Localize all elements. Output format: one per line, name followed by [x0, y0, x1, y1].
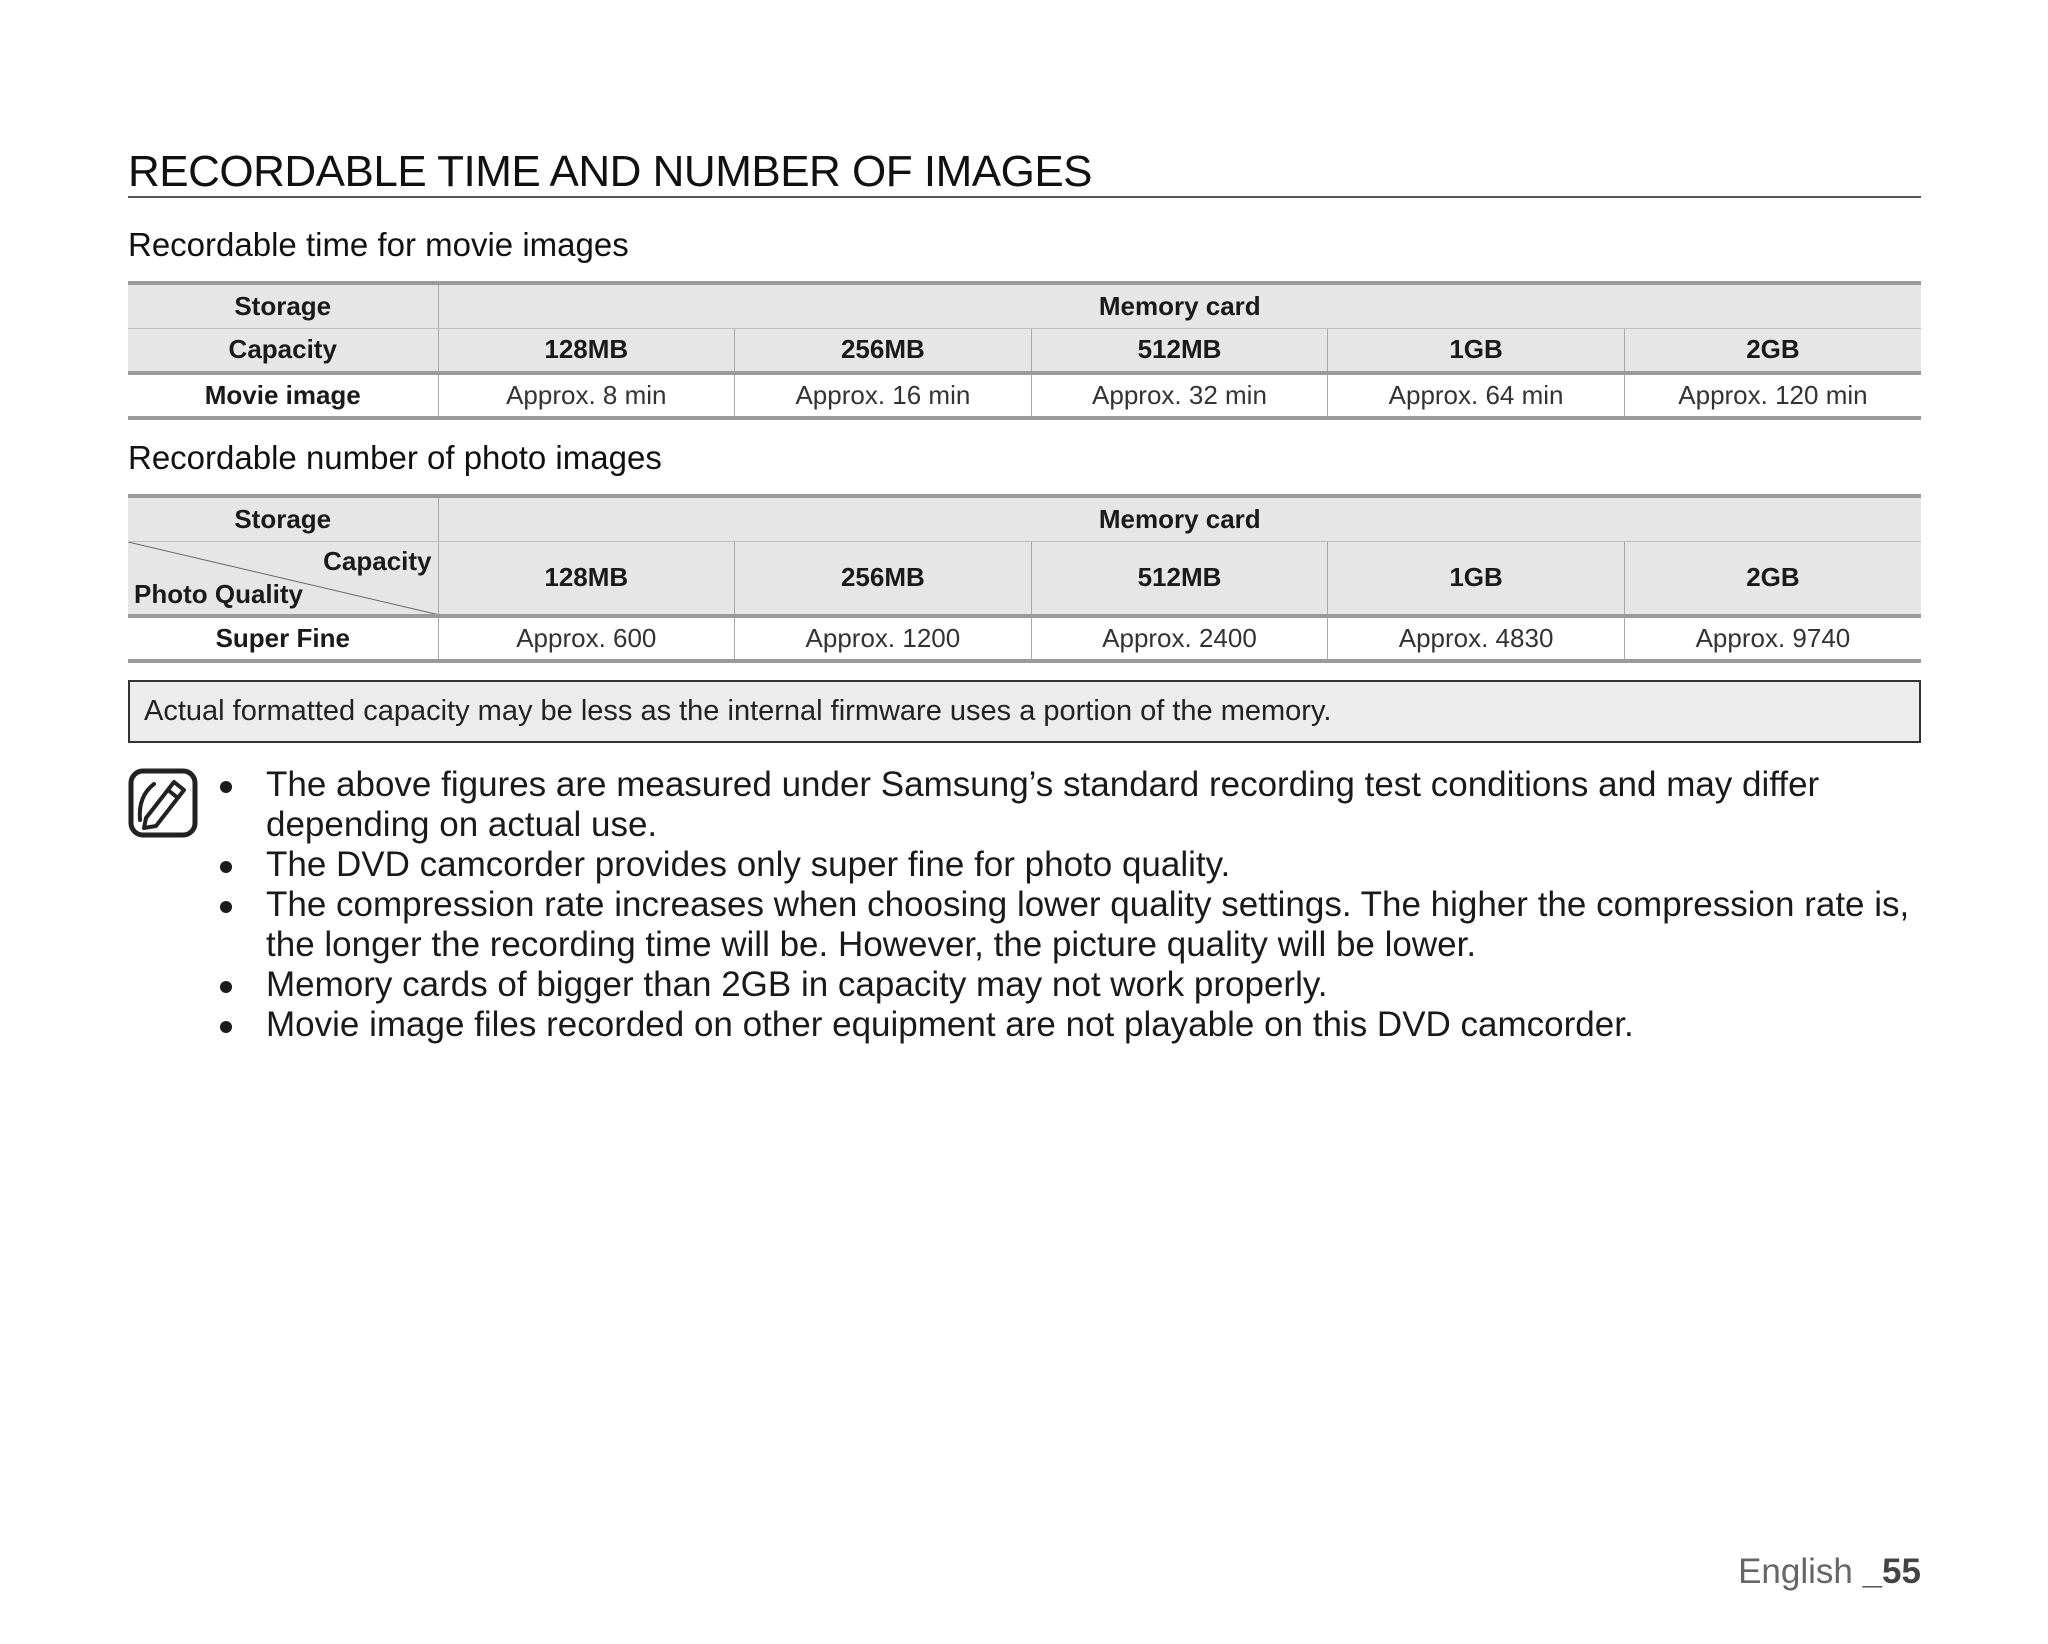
value-cell: Approx. 32 min [1031, 373, 1328, 418]
capacity-cell: 128MB [438, 328, 735, 373]
page-number: _55 [1862, 1552, 1921, 1591]
note-pencil-icon [128, 768, 198, 838]
capacity-cell: 1GB [1328, 541, 1625, 616]
value-cell: Approx. 16 min [735, 373, 1032, 418]
capacity-cell: 2GB [1624, 541, 1921, 616]
note-item: Memory cards of bigger than 2GB in capacity may not work properly. [266, 965, 1916, 1005]
note-item: The above figures are measured under Samsung’s standard recording test conditions and may differ depending on actual use. [266, 765, 1916, 845]
note-item: Movie image files recorded on other equipment are not playable on this DVD camcorder. [266, 1005, 1916, 1045]
capacity-cell: 1GB [1328, 328, 1625, 373]
diagonal-header-cell [128, 541, 438, 616]
capacity-cell: 256MB [735, 541, 1032, 616]
storage-label: Storage [128, 496, 438, 541]
storage-value: Memory card [438, 283, 1921, 328]
note-item: The DVD camcorder provides only super fine for photo quality. [266, 845, 1916, 885]
manual-page [128, 0, 1921, 1644]
value-cell: Approx. 120 min [1624, 373, 1921, 418]
page-title: RECORDABLE TIME AND NUMBER OF IMAGES [128, 148, 1921, 198]
capacity-cell: 128MB [438, 541, 735, 616]
capacity-label: Capacity [323, 545, 432, 576]
value-cell: Approx. 9740 [1624, 616, 1921, 661]
movie-recordable-time-table [128, 281, 1921, 420]
photo-recordable-number-table [128, 494, 1921, 663]
capacity-cell: 2GB [1624, 328, 1921, 373]
capacity-cell: 512MB [1031, 541, 1328, 616]
capacity-cell: 256MB [735, 328, 1032, 373]
row-label: Movie image [128, 373, 438, 418]
value-cell: Approx. 4830 [1328, 616, 1625, 661]
page-footer [1738, 1550, 1921, 1594]
photo-quality-label: Photo Quality [134, 579, 303, 609]
row-label: Super Fine [128, 616, 438, 661]
photo-section-heading: Recordable number of photo images [128, 439, 662, 476]
value-cell: Approx. 1200 [735, 616, 1032, 661]
value-cell: Approx. 2400 [1031, 616, 1328, 661]
capacity-cell: 512MB [1031, 328, 1328, 373]
notes-list [266, 765, 1916, 1045]
storage-label: Storage [128, 283, 438, 328]
footer-language: English [1738, 1552, 1853, 1591]
value-cell: Approx. 8 min [438, 373, 735, 418]
movie-section-heading: Recordable time for movie images [128, 226, 629, 263]
note-item: The compression rate increases when choosing lower quality settings. The higher the compression rate is, the longer the recording time will be. However, the picture quality will be lower. [266, 885, 1916, 965]
capacity-notice-box: Actual formatted capacity may be less as the internal firmware uses a portion of the memory. [128, 680, 1921, 743]
storage-value: Memory card [438, 496, 1921, 541]
capacity-label: Capacity [128, 328, 438, 373]
value-cell: Approx. 64 min [1328, 373, 1625, 418]
value-cell: Approx. 600 [438, 616, 735, 661]
